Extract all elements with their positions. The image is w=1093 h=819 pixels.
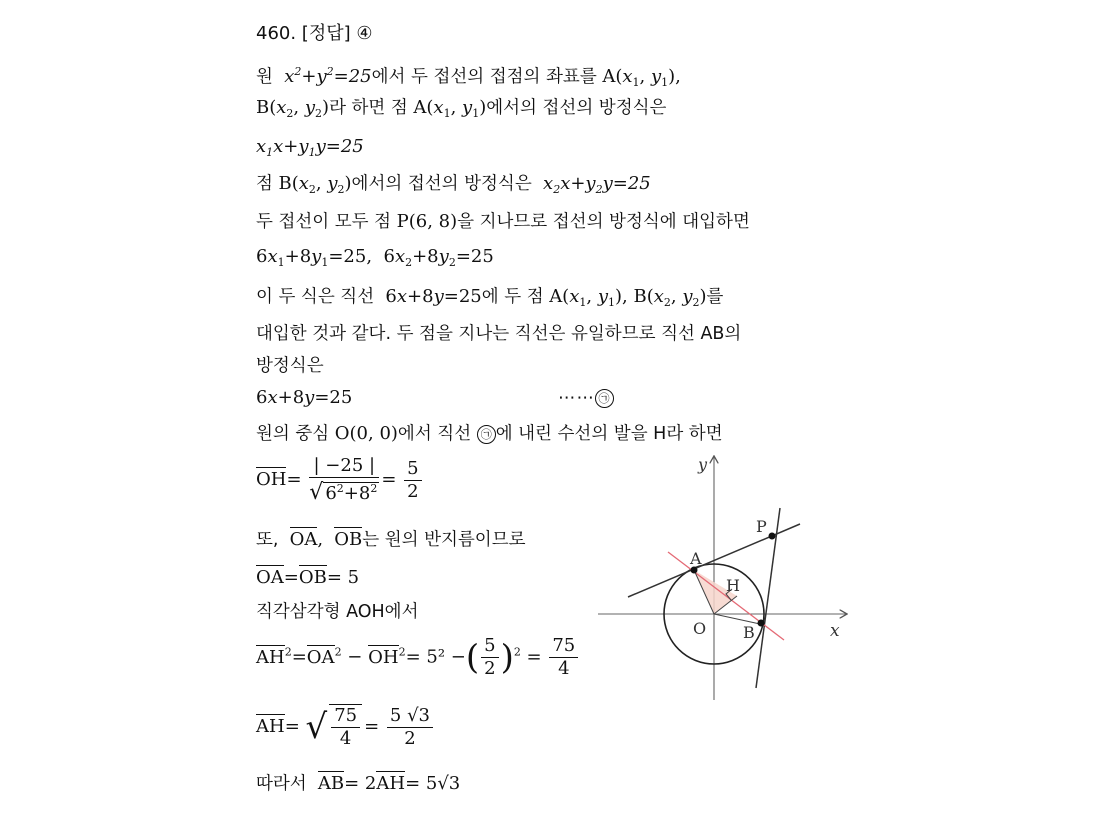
ah-formula: AH= √ $\frac{75}{4}$ = $\frac{5 √3}{2}$ <box>256 704 435 750</box>
line-10: 방정식은 <box>256 356 324 376</box>
line-14: 또, OA, OB는 원의 반지름이므로 <box>256 529 526 550</box>
point-p-dot <box>769 533 776 540</box>
circle-equation: $x^2+y^2=25$ <box>278 65 372 87</box>
oh-formula: OH= $\frac{| -25 |}{√ 6^2+8^2}$ = $\frac{5}{2}$ <box>256 455 424 505</box>
answer-heading: 460. [정답] ④ <box>256 23 373 44</box>
point-b-dot <box>758 620 765 627</box>
conclusion: 따라서 AB= 2AH= 5√3 <box>256 773 461 794</box>
substituted-equations: $6x_1+8y_1=25$, $6x_2+8y_2=25$ <box>256 246 494 269</box>
line-ab-equation: 6x+8y=25 ⋯⋯ ㉠ <box>256 386 352 410</box>
equation-tag: ⋯⋯ ㉠ <box>558 386 614 410</box>
label-p: P <box>756 517 767 536</box>
point-p: P(6, 8) <box>396 211 458 232</box>
line-8: 이 두 식은 직선 6x+8y=25에 두 점 $A(x_1$, $y_1$), $B(x_2$, $y_2$)를 <box>256 286 724 309</box>
geometry-figure <box>598 452 858 702</box>
line-16: 직각삼각형 AOH에서 <box>256 602 419 622</box>
tangent-b-equation: $x_2x+y_2y=25$ <box>537 173 651 196</box>
point-o: O(0, 0) <box>334 423 398 444</box>
tangent-a-equation: $x_1x+y_1y=25$ <box>256 136 364 159</box>
label-b: B <box>743 623 755 642</box>
line-3: $B(x_2$, $y_2$)라 하면 점 $A(x_1$, $y_1$)에서의 접선의 방정식은 <box>256 97 667 120</box>
x-label: x <box>830 621 840 641</box>
point-a: $A(x_1$, $y_1$), <box>602 66 681 89</box>
line-2: 원 $x^2+y^2=25$에서 두 접선의 접점의 좌표를 $A(x_1$, $y_1$), <box>256 65 681 89</box>
line-12: 원의 중심 O(0, 0)에서 직선 ㉠ 에 내린 수선의 발을 H라 하면 <box>256 423 723 444</box>
line-5: 점 $B(x_2$, $y_2$)에서의 접선의 방정식은 $x_2x+y_2y=25$ <box>256 173 651 196</box>
label-a: A <box>690 549 702 568</box>
ah-squared-formula: $AH^2=OA^2 - OH^2= 5^2$ −( $\frac{5}{2}$ )$^2$ = $\frac{75}{4}$ <box>256 635 580 680</box>
y-label: y <box>698 455 708 474</box>
point-b: $B(x_2$, $y_2$) <box>256 97 330 120</box>
line-6: 두 접선이 모두 점 P(6, 8)을 지나므로 접선의 방정식에 대입하면 <box>256 211 750 232</box>
label-o: O <box>693 619 707 638</box>
radius-equality: OA=OB= 5 <box>256 567 360 588</box>
line-9: 대입한 것과 같다. 두 점을 지나는 직선은 유일하므로 직선 AB의 <box>256 324 742 344</box>
label-h: H <box>726 576 740 595</box>
